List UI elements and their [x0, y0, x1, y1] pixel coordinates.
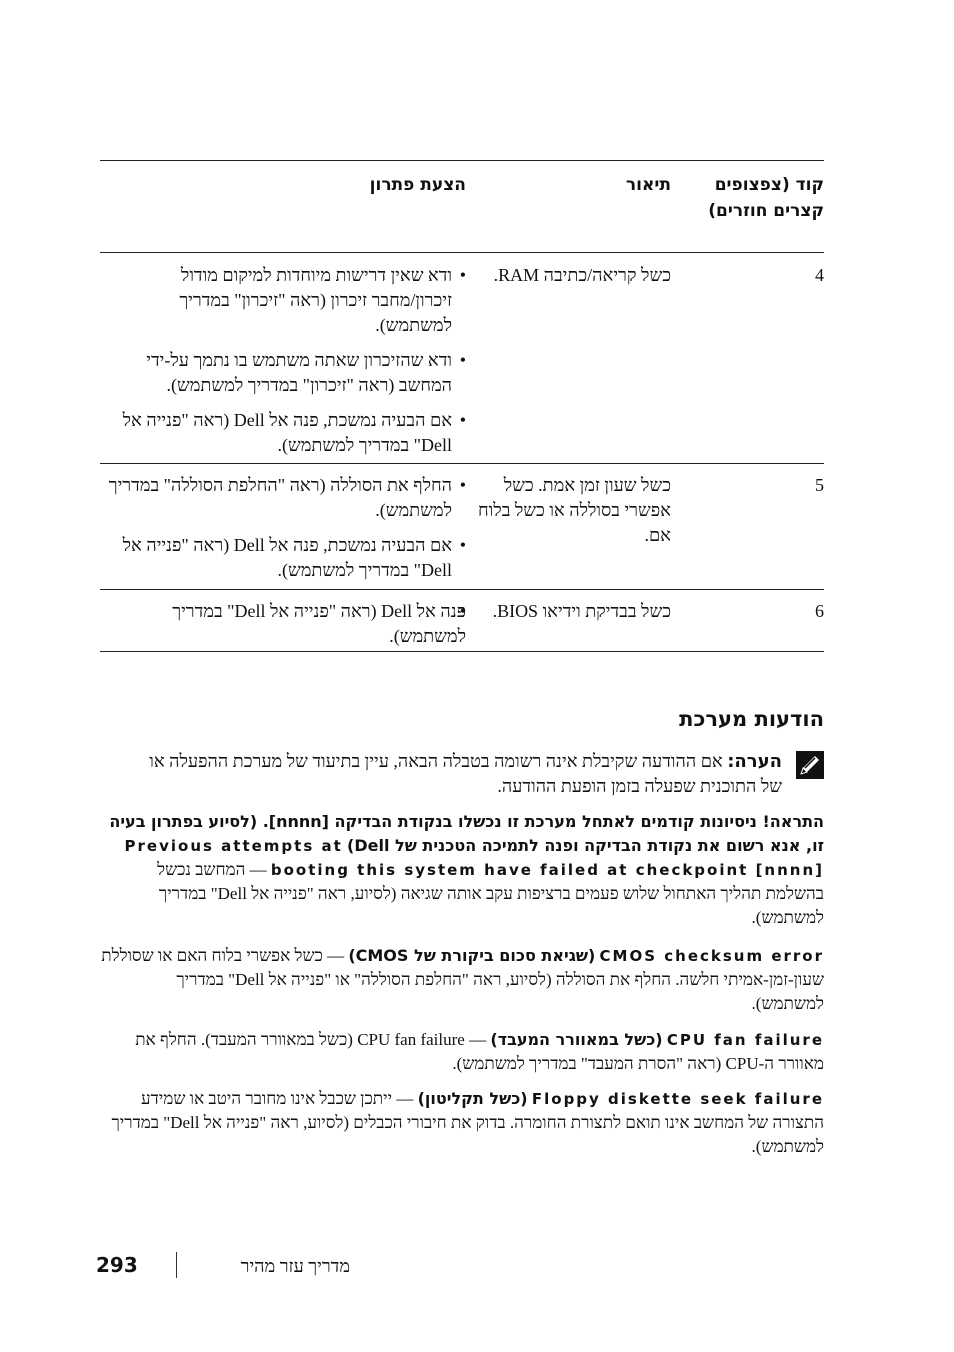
- header-solution: הצעת פתרון: [369, 175, 466, 195]
- message-title-he: (שגיאת סכום ביקורת של CMOS): [348, 946, 596, 965]
- table-header-rule: [100, 252, 824, 253]
- message-entry: CPU fan failure (כשל במאוורר המעבד) — CPU fan failure (כשל במאוורר המעבד). החלף את מאוורר ה-CPU (ראה "הסרת המעבד" במדריך למשתמש).: [135, 1030, 824, 1073]
- row-solutions: [101, 599, 466, 659]
- solution-item: • ודא שאין דרישות מיוחדות למיקום מודול זיכרון/מחבר זיכרון (ראה "זיכרון" במדריך למשתמש).: [101, 263, 466, 338]
- section-title: הודעות מערכת: [679, 707, 824, 731]
- note-body: אם ההודעה שקיבלת אינה רשומה בטבלה הבאה, עיין בתיעוד של מערכת ההפעלה או של התוכנית שפעלה בזמן הופעת ההודעה.: [149, 751, 782, 796]
- message-entry: CMOS checksum error (שגיאת סכום ביקורת של CMOS) — כשל אפשרי בלוח האם או שסוללת שעון-זמן-אמיתי חלשה. החלף את הסוללה (לסיוע, ראה "החלפת הסוללה" או "פנייה אל Dell" במדריך למשתמש).: [101, 946, 824, 1013]
- row-solutions: [101, 473, 466, 593]
- solution-item: • החלף את הסוללה (ראה "החלפת הסוללה" במדריך למשתמש).: [101, 473, 466, 523]
- message-title-en: CPU fan failure: [666, 1031, 824, 1049]
- message-entry: התראה! ניסיונות קודמים לאתחל מערכת זו נכשלו בנקודת הבדיקה [nnnn]. (לסיוע בפתרון בעיה זו, אנא רשום את נקודת הבדיקה ופנה לתמיכה הטכנית של Dell) Previous attempts at booting this system have failed at checkpoint [nnnn] — המחשב נכשל בהשלמת תהליך האתחול שלוש פעמים ברציפות עקב אותה שגיאה (לסיוע, ראה "פנייה אל Dell" במדריך למשתמש).: [109, 812, 824, 927]
- message-body: CPU fan failure (כשל במאוורר המעבד). החלף את מאוורר ה-CPU (ראה "הסרת המעבד" במדריך למשתמש).: [135, 1030, 824, 1073]
- message-title-en: Previous attempts at booting this system have failed at checkpoint [nnnn]: [124, 837, 824, 879]
- solution-item: • אם הבעיה נמשכת, פנה אל Dell (ראה "פנייה אל Dell" במדריך למשתמש).: [101, 533, 466, 583]
- message-title-he: (כשל במאוורר המעבד): [490, 1030, 663, 1049]
- footer-title: מדריך עזר מהיר: [240, 1256, 350, 1276]
- message-title-en: Floppy diskette seek failure: [531, 1090, 824, 1108]
- solution-item: • אם הבעיה נמשכת, פנה אל Dell (ראה "פנייה אל Dell" במדריך למשתמש).: [101, 408, 466, 458]
- note-label: הערה:: [727, 751, 782, 772]
- table-top-rule: [100, 160, 824, 161]
- row-code: 6: [815, 601, 824, 621]
- row-description: כשל קריאה/כתיבה RAM.: [493, 265, 671, 285]
- message-body: ייתכן שכבל אינו מחובר היטב או שמידע התצורה של המחשב אינו תואם לתצורת החומרה. בדוק את חיבורי הכבלים (לסיוע, ראה "פנייה אל Dell" במדריך למשתמש).: [111, 1089, 824, 1156]
- solution-item: • ודא שהזיכרון שאתה משתמש בו נתמך על-ידי המחשב (ראה "זיכרון" במדריך למשתמש).: [101, 348, 466, 398]
- page-number: 293: [96, 1253, 138, 1277]
- row-code: 4: [815, 265, 824, 285]
- row-solutions: [101, 263, 466, 468]
- message-title-he: התראה! ניסיונות קודמים לאתחל מערכת זו נכשלו בנקודת הבדיקה [nnnn]. (לסיוע בפתרון בעיה זו, אנא רשום את נקודת הבדיקה ופנה לתמיכה הטכנית של Dell): [109, 812, 824, 855]
- solution-item: • פנה אל Dell (ראה "פנייה אל Dell" במדריך למשתמש).: [101, 599, 466, 649]
- message-title-he: (כשל תקליטון): [417, 1089, 528, 1108]
- row-description: כשל בבדיקת וידיאו BIOS.: [492, 601, 671, 621]
- message-body: המחשב נכשל בהשלמת תהליך האתחול שלוש פעמים ברציפות עקב אותה שגיאה (לסיוע, ראה "פנייה אל Dell" במדריך למשתמש).: [157, 860, 824, 927]
- note-text: [142, 749, 782, 799]
- message-title-en: CMOS checksum error: [599, 947, 824, 965]
- row-code: 5: [815, 475, 824, 495]
- message-entry: Floppy diskette seek failure (כשל תקליטון) — ייתכן שכבל אינו מחובר היטב או שמידע התצורה של המחשב אינו תואם לתצורת החומרה. בדוק את חיבורי הכבלים (לסיוע, ראה "פנייה אל Dell" במדריך למשתמש).: [111, 1089, 824, 1156]
- header-description: תיאור: [625, 175, 671, 195]
- note-pencil-icon: [796, 751, 824, 779]
- footer-divider: [176, 1252, 177, 1278]
- row-description: כשל שעון זמן אמת. כשל אפשרי בסוללה או כשל בלוח אם.: [478, 475, 671, 545]
- message-body: כשל אפשרי בלוח האם או שסוללת שעון-זמן-אמיתי חלשה. החלף את הסוללה (לסיוע, ראה "החלפת הסוללה" או "פנייה אל Dell" במדריך למשתמש).: [101, 946, 824, 1013]
- header-code: קוד (צפצופים קצרים חוזרים): [708, 175, 824, 221]
